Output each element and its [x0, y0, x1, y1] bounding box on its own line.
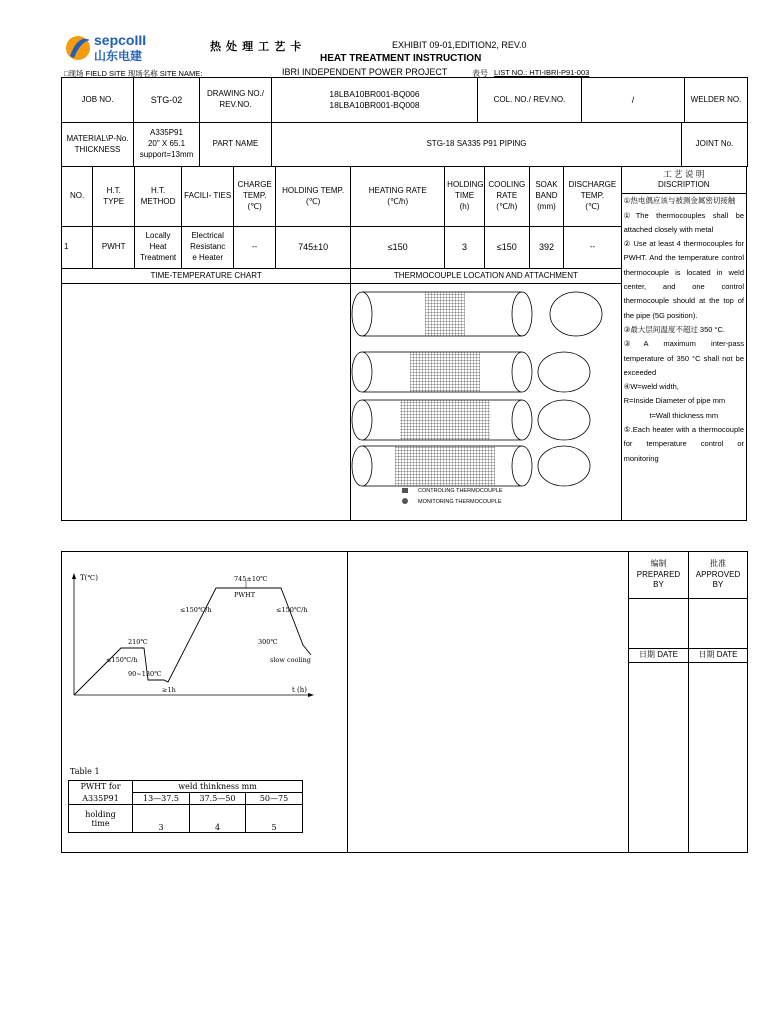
- thermocouple-title: THERMOCOUPLE LOCATION AND ATTACHMENT: [351, 269, 620, 284]
- col-label: COL. NO./ REV.NO.: [478, 78, 582, 123]
- col-discharge: DISCHARGE TEMP. (℃): [564, 167, 621, 227]
- chart-slow: slow cooling: [270, 656, 311, 664]
- t1-weld-th: weld thinkness mm: [133, 781, 303, 793]
- welder-label: WELDER NO.: [685, 78, 748, 123]
- monitor-tc-icon: [402, 498, 408, 504]
- material-label: MATERIAL\P-No. THICKNESS: [62, 123, 134, 167]
- pipe-view-2: [352, 352, 590, 392]
- row1-discharge: --: [564, 227, 621, 269]
- row1-type: PWHT: [93, 227, 135, 269]
- table1: [68, 780, 303, 833]
- t1-holding-time: holding time: [69, 805, 133, 833]
- joint-label: JOINT No.: [682, 123, 748, 167]
- t1-value-1: 3: [133, 805, 190, 833]
- desc-line-2: ①The thermocouples shall be attached closely with metal: [623, 210, 744, 234]
- col-charge: CHARGE TEMP. (℃): [234, 167, 276, 227]
- desc-cn-title: 工 艺 说 明: [663, 169, 705, 179]
- info-table: [61, 77, 748, 123]
- desc-line-5: ③A maximum inter-pass temperature of 350 °C shall not be exceeded: [623, 339, 744, 377]
- pipe-view-3: [352, 400, 590, 440]
- col-holding-temp: HOLDING TEMP. (℃): [276, 167, 351, 227]
- t1-range-1: 13—37.5: [133, 793, 190, 805]
- control-tc-icon: [402, 488, 408, 493]
- list-no-label: 表号: [472, 69, 488, 78]
- row1-method: Locally Heat Treatment: [135, 227, 182, 269]
- date-approved-value[interactable]: [689, 663, 748, 853]
- chart-heat-rate2: ≤150℃/h: [276, 606, 308, 614]
- row1-heating: ≤150: [351, 227, 445, 269]
- drawing-value: 18LBA10BR001-BQ006 18LBA10BR001-BQ008: [272, 78, 478, 123]
- col-soak: SOAK BAND (mm): [529, 167, 563, 227]
- date-prepared-value[interactable]: [629, 663, 689, 853]
- legend-control: CONTROLING THERMOCOUPLE: [418, 488, 503, 494]
- chart-pre-temp: 210℃: [128, 638, 148, 646]
- desc-line-4: ③最大层间温度不超过 350 °C.: [623, 324, 726, 334]
- title-cn: 热 处 理 工 艺 卡: [210, 41, 303, 53]
- desc-line-7: R=Inside Diameter of pipe mm: [623, 396, 726, 406]
- time-temperature-chart: [66, 570, 326, 710]
- date-prepared-label: 日期 DATE: [629, 649, 689, 663]
- col-ht-type: H.T. TYPE: [93, 167, 135, 227]
- col-holding-time: HOLDING TIME (h): [445, 167, 485, 227]
- chart-cool-temp: 300℃: [258, 638, 278, 646]
- time-temp-section: [62, 269, 351, 521]
- field-site-label: □现场 FIELD SITE 现场名称 SITE NAME:: [64, 69, 203, 78]
- logo-text-top: sepcoIII: [94, 32, 147, 48]
- desc-line-3: ② Use at least 4 thermocouples for PWHT. And the temperature control thermocouple is located in weld center, and one control thermocouple should at the top of the pipe (5G position).: [623, 239, 744, 320]
- row1-cooling: ≤150: [484, 227, 529, 269]
- t1-pwht-for: PWHT for: [69, 781, 133, 793]
- desc-en-title: DISCRIPTION: [658, 180, 710, 190]
- table1-caption: Table 1: [70, 767, 100, 776]
- col-heating: HEATING RATE (℃/h): [351, 167, 445, 227]
- row1-facilities: Electrical Resistanc e Heater: [182, 227, 234, 269]
- part-name-label: PART NAME: [200, 123, 272, 167]
- chart-pwht: PWHT: [234, 591, 256, 599]
- chart-hold-time: ≥1h: [162, 686, 176, 694]
- row1-no: 1: [62, 227, 93, 269]
- material-value: A335P91 20" X 65.1 support=13mm: [134, 123, 200, 167]
- thermocouple-diagram: [350, 282, 630, 518]
- part-name-value: STG-18 SA335 P91 PIPING: [272, 123, 682, 167]
- chart-yaxis: T(℃): [80, 574, 98, 582]
- time-temp-title: TIME-TEMPERATURE CHART: [62, 269, 350, 284]
- logo-text-bottom: 山东电建: [94, 49, 143, 63]
- desc-line-8: t=Wall thickness mm: [649, 410, 719, 420]
- title-en: HEAT TREATMENT INSTRUCTION: [320, 53, 482, 64]
- col-ht-method: H.T. METHOD: [135, 167, 182, 227]
- date-approved-label: 日期 DATE: [689, 649, 748, 663]
- job-no-value: STG-02: [134, 78, 200, 123]
- t1-range-3: 50—75: [246, 793, 303, 805]
- row1-soak: 392: [529, 227, 563, 269]
- drawing-label: DRAWING NO./ REV.NO.: [200, 78, 272, 123]
- col-value: /: [582, 78, 685, 123]
- t1-material: A335P91: [69, 793, 133, 805]
- row1-holding-temp: 745±10: [276, 227, 351, 269]
- col-no: NO.: [62, 167, 93, 227]
- desc-line-1: ①热电偶应该与被测金属密切接触: [623, 196, 736, 206]
- exhibit-label: EXHIBIT 09-01,EDITION2, REV.0: [392, 40, 527, 50]
- t1-range-2: 37.5—50: [190, 793, 246, 805]
- approved-header: 批准 APPROVED BY: [689, 552, 748, 599]
- row1-charge: --: [234, 227, 276, 269]
- chart-hold-range: 90~130℃: [128, 670, 162, 678]
- col-facilities: FACILI- TIES: [182, 167, 234, 227]
- description-text: [622, 193, 746, 466]
- col-cooling: COOLING RATE (℃/h): [484, 167, 529, 227]
- t1-value-2: 4: [190, 805, 246, 833]
- chart-peak: 745±10℃: [234, 575, 268, 583]
- desc-line-6: ④W=weld width,: [623, 382, 679, 392]
- job-no-label: JOB NO.: [62, 78, 134, 123]
- pipe-view-4: [352, 446, 590, 486]
- list-no: LIST NO.: HTI-IBRI-P91-003: [494, 68, 590, 77]
- description-cell: [621, 167, 746, 521]
- blank-cell: [348, 552, 629, 853]
- chart-heat-rate1: ≤150℃/h: [180, 606, 212, 614]
- chart-heat-rate0: ≤150℃/h: [106, 656, 138, 664]
- pipe-view-1: [352, 292, 602, 336]
- site-name: IBRI INDEPENDENT POWER PROJECT: [282, 67, 448, 77]
- legend-monitor: MONITORING THERMOCOUPLE: [418, 499, 502, 505]
- material-table: [61, 122, 748, 167]
- approved-sign[interactable]: [689, 599, 748, 649]
- prepared-header: 编制 PREPARED BY: [629, 552, 689, 599]
- row1-holding-time: 3: [445, 227, 485, 269]
- desc-line-9: ⑤.Each heater with a thermocouple for temperature control or monitoring: [623, 425, 744, 463]
- t1-value-3: 5: [246, 805, 303, 833]
- chart-xaxis: t (h): [292, 686, 308, 694]
- prepared-sign[interactable]: [629, 599, 689, 649]
